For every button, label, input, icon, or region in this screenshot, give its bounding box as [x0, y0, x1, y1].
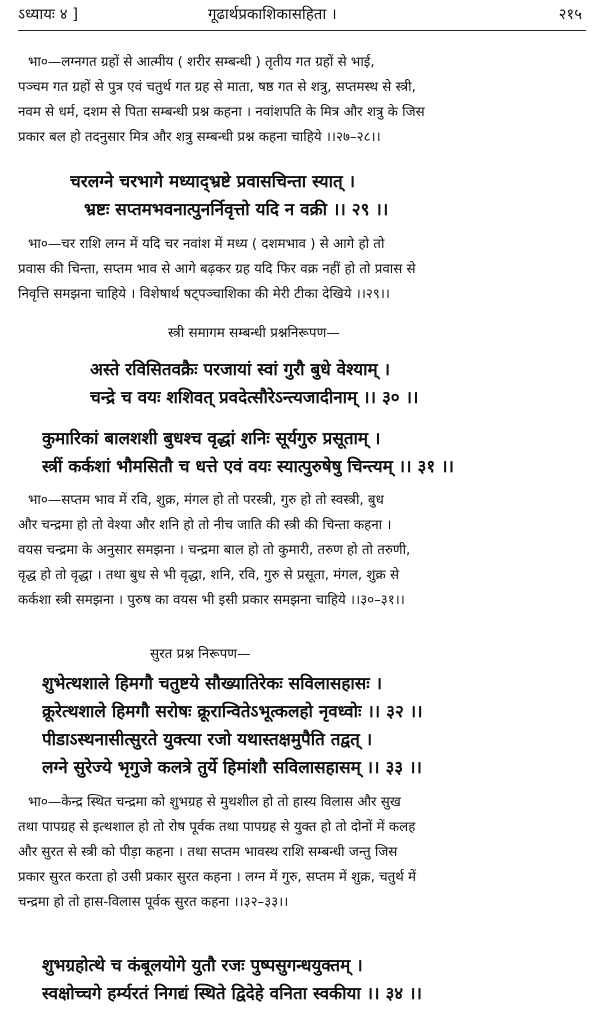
text-line: निवृत्ति समझना चाहिये । विशेषार्थ षट्पञ्चाशिका की मेरी टीका देखिये ।।२९।। [18, 287, 390, 302]
text-line: प्रवास की चिन्ता, सप्तम भाव से आगे बढ़कर ग्रह यदि फिर वक्र नहीं हो तो प्रवास से [18, 262, 416, 277]
text-line: वृद्ध हो तो वृद्धा । तथा बुध से भी वृद्धा, शनि, रवि, गुरु से प्रसूता, मंगल, शुक्र से [18, 568, 400, 583]
verse-31 [42, 425, 586, 481]
running-title: गूढार्थप्रकाशिकासहिता । [208, 5, 337, 23]
verse-line: स्वक्षोच्चगे हर्म्यरतं निगद्यं स्थिते द्विदेहे वनिता स्वकीया ।। ३४ ।। [42, 984, 422, 1004]
text-line: पञ्चम गत ग्रहों से पुत्र एवं चतुर्थ गत ग्रह से माता, षष्ठ गत से शत्रु, सप्तमस्थ से स्त्री, [18, 80, 416, 95]
text-line: और चन्द्रमा हो तो वेश्या और शनि हो तो नीच जाति की स्त्री की चिन्ता कहना । [18, 518, 392, 533]
text-line: चन्द्रमा हो तो हास-विलास पूर्वक सुरत कहना ।।३२–३३।। [18, 895, 289, 910]
verse-29 [70, 168, 586, 224]
verse-34 [42, 952, 586, 1008]
verse-line: पीडाऽस्थनासीत्सुरते युक्त्या रजो यथास्तक्षमुपैति तद्वत् । [42, 730, 373, 750]
text-line: और सुरत से स्त्री को पीड़ा कहना । तथा सप्तम भावस्थ राशि सम्बन्धी जन्तु जिस [18, 845, 398, 860]
text-line: भा०—चर राशि लग्न में यदि चर नवांश में मध्य ( दशमभाव ) से आगे हो तो [28, 237, 385, 252]
text-line: तथा पापग्रह से इत्थशाल हो तो रोष पूर्वक तथा पापग्रह से युक्त हो तो दोनों में कलह [18, 820, 416, 835]
section-heading-surat-prashna: सुरत प्रश्न निरूपण— [150, 646, 251, 662]
commentary-30-31 [18, 488, 586, 613]
text-line: प्रकार बल हो तदनुसार मित्र और शत्रु सम्बन्धी प्रश्न कहना चाहिये ।।२७–२८।। [18, 130, 381, 145]
commentary-29 [18, 232, 586, 307]
commentary-32-33 [18, 790, 586, 915]
verse-line: अस्ते रविसितवक्रैः परजायां स्वां गुरौ बुधे वेश्याम् । [90, 360, 391, 380]
section-heading-stri-samagam: स्त्री समागम सम्बन्धी प्रश्ननिरूपण— [168, 325, 340, 341]
verse-line: शुभग्रहोत्थे च कंबूलयोगे युतौ रजः पुष्पसुगन्धयुक्तम् । [42, 956, 363, 976]
verse-30 [90, 356, 586, 412]
verse-line: भ्रष्टः सप्तमभवनात्पुनर्निवृत्तो यदि न वक्री ।। २९ ।। [84, 200, 389, 220]
text-line: भा०—सप्तम भाव में रवि, शुक्र, मंगल हो तो परस्त्री, गुरु हो तो स्वस्त्री, बुध [28, 493, 384, 508]
text-line: भा०—केन्द्र स्थित चन्द्रमा को शुभग्रह से मुथशील हो तो हास्य विलास और सुख [28, 795, 401, 810]
chapter-label: ऽध्यायः ४ ] [18, 5, 79, 23]
verse-line: क्रूरेत्थशाले हिमगौ सरोषः क्रूरान्वितेऽभूत्कलहो नृवध्वोः ।। ३२ ।। [42, 702, 423, 722]
page-number: २१५ [558, 5, 582, 23]
text-line: नवम से धर्म, दशम से पिता सम्बन्धी प्रश्न कहना । नवांशपति के मित्र और शत्रु के जिस [18, 105, 425, 120]
commentary-27-28 [18, 50, 586, 150]
verse-32-33 [42, 670, 586, 782]
text-line: कर्कशा स्त्री समझना । पुरुष का वयस भी इसी प्रकार समझना चाहिये ।।३०–३१।। [18, 593, 405, 608]
text-line: प्रकार सुरत करता हो उसी प्रकार सुरत कहना । लग्न में गुरु, सप्तम में शुक्र, चतुर्थ में [18, 870, 417, 885]
verse-line: स्त्रीं कर्कशां भौमसितौ च धत्ते एवं वयः स्यात्पुरुषेषु चिन्त्यम् ।। ३१ ।। [42, 457, 454, 477]
verse-line: चरलग्ने चरभागे मध्याद्भ्रष्टे प्रवासचिन्ता स्यात् । [70, 172, 356, 192]
text-line: भा०—लग्नगत ग्रहों से आत्मीय ( शरीर सम्बन्धी ) तृतीय गत ग्रहों से भाई, [28, 55, 375, 70]
text-line: वयस चन्द्रमा के अनुसार समझना । चन्द्रमा बाल हो तो कुमारी, तरुण हो तो तरुणी, [18, 543, 411, 558]
verse-line: कुमारिकां बालशशी बुधश्च वृद्धां शनिः सूर्यगुरु प्रसूताम् । [42, 429, 381, 449]
page-header [18, 0, 586, 31]
verse-line: शुभेत्थशाले हिमगौ चतुष्टये सौख्यातिरेकः सविलासहासः । [42, 674, 383, 694]
verse-line: चन्द्रे च वयः शशिवत् प्रवदेत्सौरेऽन्त्यजादीनाम् ।। ३० ।। [90, 388, 419, 408]
verse-line: लग्ने सुरेज्ये भृगुजे कलत्रे तुर्ये हिमांशौ सविलासहासम् ।। ३३ ।। [42, 758, 422, 778]
